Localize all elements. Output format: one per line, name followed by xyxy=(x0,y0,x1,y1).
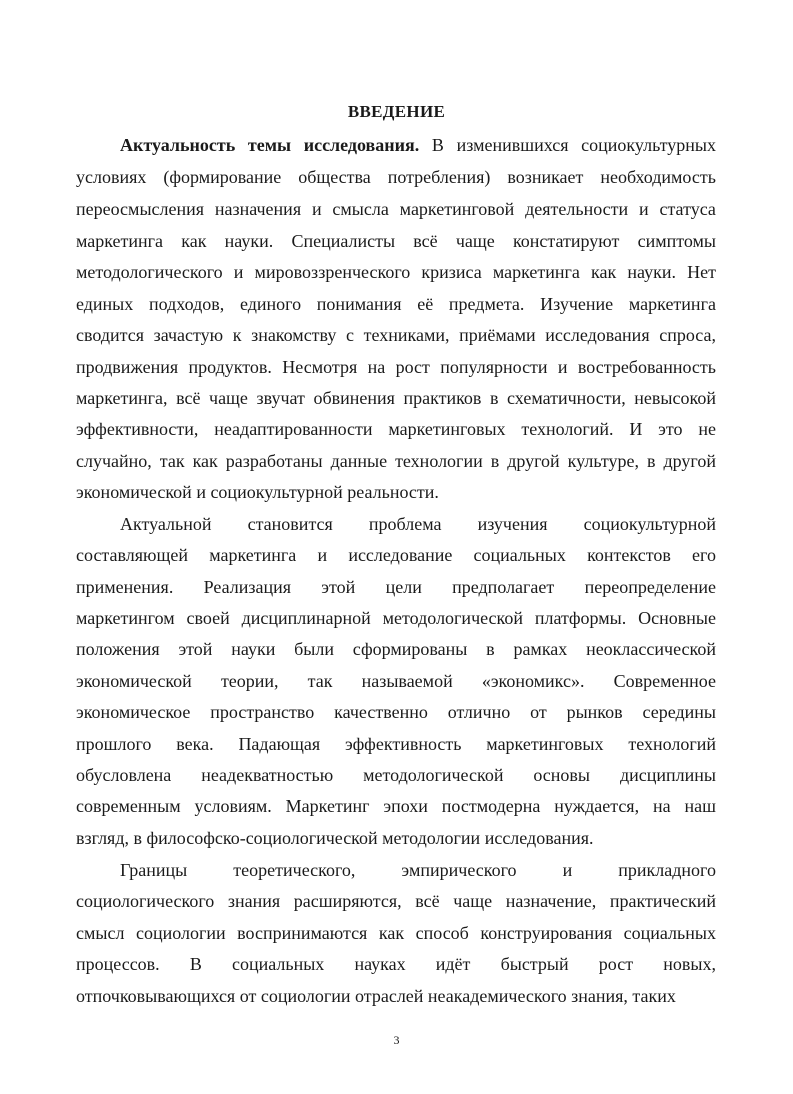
word: неадекватностью xyxy=(201,765,334,785)
text-line xyxy=(76,226,716,257)
word: обусловлена xyxy=(76,765,172,785)
word: неоклассической xyxy=(586,639,716,659)
word: Специалисты xyxy=(291,231,396,251)
text-line xyxy=(76,603,716,634)
word: продвижения xyxy=(76,357,179,377)
word: симптомы xyxy=(637,231,716,251)
word: процессов. xyxy=(76,954,160,974)
word: возникает xyxy=(507,167,584,187)
word: Основные xyxy=(638,608,716,628)
word: составляющей xyxy=(76,545,188,565)
word: культуре, xyxy=(567,451,639,471)
text-line xyxy=(76,791,716,822)
word: социологического xyxy=(76,891,215,911)
word: становится xyxy=(247,514,333,534)
word: Актуальной xyxy=(120,514,212,534)
word: социокультурной xyxy=(583,514,716,534)
word: от xyxy=(530,702,547,722)
word: к xyxy=(232,325,242,345)
word: и xyxy=(557,357,568,377)
word: констатируют xyxy=(512,231,620,251)
text-line xyxy=(76,320,716,351)
word: качественно xyxy=(334,702,428,722)
word: на xyxy=(367,357,386,377)
word: предполагает xyxy=(452,577,555,597)
text-line xyxy=(76,697,716,728)
word: подходов, xyxy=(149,294,225,314)
text-line xyxy=(76,194,716,225)
word: так xyxy=(159,451,185,471)
word: маркетинговых xyxy=(388,419,506,439)
word: рост xyxy=(395,357,430,377)
word: называемой xyxy=(361,671,453,691)
word: переопределение xyxy=(584,577,716,597)
word: в xyxy=(489,388,499,408)
word: положения xyxy=(76,639,160,659)
word: приёмами xyxy=(459,325,536,345)
word: рамках xyxy=(513,639,568,659)
word: отлично xyxy=(447,702,511,722)
word: науки xyxy=(231,639,276,659)
word: потребления) xyxy=(387,167,491,187)
word: другой xyxy=(663,451,716,471)
word: маркетингом xyxy=(76,608,175,628)
word: общества xyxy=(298,167,371,187)
word: постмодерна xyxy=(441,796,541,816)
word: экономическое xyxy=(76,702,191,722)
word: схематичности, xyxy=(507,388,626,408)
word: спроса, xyxy=(659,325,716,345)
word: маркетинга, xyxy=(76,388,168,408)
word: Современное xyxy=(613,671,716,691)
word: эпохи xyxy=(383,796,428,816)
word: науки. xyxy=(224,231,274,251)
word: практический xyxy=(609,891,716,911)
word: в xyxy=(486,639,495,659)
word: всё xyxy=(176,388,201,408)
text-line xyxy=(76,162,716,193)
word: середины xyxy=(642,702,716,722)
word: изучения xyxy=(477,514,548,534)
word: случайно, xyxy=(76,451,152,471)
word: маркетинговых xyxy=(486,734,604,754)
word: на xyxy=(652,796,671,816)
text-line xyxy=(76,352,716,383)
word: популярности xyxy=(440,357,548,377)
word: контекстов xyxy=(587,545,671,565)
word: пространство xyxy=(210,702,315,722)
word: способ xyxy=(415,923,469,943)
word: в xyxy=(646,451,656,471)
word: идёт xyxy=(435,954,471,974)
word: Актуальность xyxy=(120,135,236,155)
word: Границы xyxy=(120,860,188,880)
word: социальных xyxy=(623,923,716,943)
word: предмета. xyxy=(448,294,525,314)
word: И xyxy=(629,419,643,439)
word: маркетинга xyxy=(76,231,164,251)
word: экономической xyxy=(76,671,192,691)
word: исследования. xyxy=(303,135,420,155)
word: условиях xyxy=(76,167,147,187)
word: технологий. xyxy=(521,419,614,439)
word: рост xyxy=(598,954,634,974)
word: социологии xyxy=(135,923,226,943)
word: эффективности, xyxy=(76,419,199,439)
word: невысокой xyxy=(634,388,716,408)
word: маркетинговой xyxy=(399,199,515,219)
word: новых, xyxy=(663,954,716,974)
word: маркетинга xyxy=(628,294,716,314)
word: «экономикс». xyxy=(481,671,585,691)
word: теории, xyxy=(220,671,279,691)
word: сводится xyxy=(76,325,144,345)
word: назначения xyxy=(214,199,302,219)
word: знакомству xyxy=(251,325,337,345)
word: конструирования xyxy=(480,923,613,943)
word: темы xyxy=(247,135,292,155)
word: были xyxy=(294,639,334,659)
word: чаще xyxy=(453,891,493,911)
word: дисциплины xyxy=(619,765,716,785)
word: всё xyxy=(415,891,440,911)
word: смысла xyxy=(332,199,389,219)
word: единых xyxy=(76,294,134,314)
word: современным xyxy=(76,796,181,816)
text-line xyxy=(120,509,716,540)
word: В xyxy=(431,135,444,155)
word: и xyxy=(639,199,649,219)
word: практиков xyxy=(403,388,482,408)
word: социальных xyxy=(473,545,566,565)
word: как xyxy=(192,451,218,471)
word: техниками, xyxy=(363,325,450,345)
word: проблема xyxy=(368,514,442,534)
section-heading: ВВЕДЕНИЕ xyxy=(347,102,446,121)
text-line: отпочковывающихся от социологии отраслей неакадемического знания, таких xyxy=(76,986,676,1006)
text-line xyxy=(76,289,716,320)
word: платформы. xyxy=(534,608,627,628)
word: условиям. xyxy=(194,796,272,816)
word: и xyxy=(233,262,244,282)
text-line xyxy=(76,257,716,288)
word: сформированы xyxy=(352,639,468,659)
word: Изучение xyxy=(540,294,614,314)
word: данные xyxy=(330,451,388,471)
word: чаще xyxy=(455,231,495,251)
word: деятельности xyxy=(525,199,629,219)
word: (формирование xyxy=(163,167,282,187)
word: исследования xyxy=(545,325,650,345)
word: понимания xyxy=(316,294,402,314)
word: исследование xyxy=(348,545,453,565)
word: наш xyxy=(684,796,716,816)
word: Падающая xyxy=(238,734,321,754)
word: переосмысления xyxy=(76,199,205,219)
word: не xyxy=(698,419,716,439)
text-line xyxy=(76,918,716,949)
word: мировоззренческого xyxy=(254,262,411,282)
word: эффективность xyxy=(344,734,462,754)
word: статуса xyxy=(659,199,716,219)
word: основы xyxy=(533,765,591,785)
text-line xyxy=(76,383,716,414)
word: обвинения xyxy=(313,388,395,408)
word: так xyxy=(307,671,333,691)
word: методологической xyxy=(363,765,504,785)
word: этой xyxy=(178,639,213,659)
word: века. xyxy=(176,734,214,754)
word: неадаптированности xyxy=(214,419,373,439)
word: зачастую xyxy=(153,325,224,345)
text-line xyxy=(76,729,716,760)
word: прикладного xyxy=(618,860,716,880)
word: востребованность xyxy=(577,357,716,377)
text-line xyxy=(120,130,716,161)
word: своей xyxy=(186,608,230,628)
word: знания xyxy=(227,891,281,911)
word: В xyxy=(189,954,202,974)
word: как xyxy=(181,231,207,251)
text-line xyxy=(76,414,716,445)
word: дисциплинарной xyxy=(241,608,371,628)
word: это xyxy=(658,419,683,439)
word: Несмотря xyxy=(282,357,358,377)
word: изменившихся xyxy=(456,135,569,155)
word: методологического xyxy=(76,262,223,282)
word: и xyxy=(311,199,322,219)
word: рынков xyxy=(566,702,623,722)
page-number: 3 xyxy=(393,1033,400,1047)
word: чаще xyxy=(209,388,248,408)
word: Нет xyxy=(687,262,716,282)
word: маркетинга xyxy=(492,262,580,282)
word: науках xyxy=(354,954,406,974)
word: науки. xyxy=(627,262,676,282)
word: её xyxy=(417,294,434,314)
text-line xyxy=(76,572,716,603)
word: всё xyxy=(413,231,438,251)
text-line xyxy=(76,886,716,917)
word: воспринимаются xyxy=(237,923,368,943)
text-line xyxy=(76,760,716,791)
word: расширяются, xyxy=(293,891,402,911)
word: как xyxy=(378,923,405,943)
word: его xyxy=(692,545,716,565)
text-line xyxy=(76,446,716,477)
text-line xyxy=(76,540,716,571)
text-line: экономической и социокультурной реальности. xyxy=(76,482,439,502)
word: назначение, xyxy=(505,891,597,911)
word: социокультурных xyxy=(581,135,716,155)
word: в xyxy=(490,451,500,471)
word: Маркетинг xyxy=(285,796,370,816)
word: необходимость xyxy=(600,167,716,187)
word: разработаны xyxy=(225,451,323,471)
word: Реализация xyxy=(203,577,291,597)
word: методологической xyxy=(382,608,524,628)
word: быстрый xyxy=(500,954,569,974)
text-line xyxy=(76,666,716,697)
word: продуктов. xyxy=(188,357,272,377)
word: этой xyxy=(321,577,356,597)
word: кризиса xyxy=(421,262,482,282)
word: нуждается, xyxy=(554,796,640,816)
word: технологий xyxy=(628,734,716,754)
word: как xyxy=(591,262,617,282)
word: цели xyxy=(385,577,422,597)
word: звучат xyxy=(256,388,305,408)
word: технологии xyxy=(395,451,483,471)
word: с xyxy=(346,325,355,345)
text-line xyxy=(120,855,716,886)
word: смысл xyxy=(76,923,125,943)
word: применения. xyxy=(76,577,174,597)
word: прошлого xyxy=(76,734,152,754)
word: социальных xyxy=(231,954,325,974)
text-line xyxy=(76,634,716,665)
word: единого xyxy=(239,294,302,314)
word: и xyxy=(562,860,573,880)
word: эмпирического xyxy=(401,860,517,880)
word: теоретического, xyxy=(233,860,356,880)
text-line xyxy=(76,949,716,980)
word: другой xyxy=(507,451,560,471)
word: и xyxy=(317,545,328,565)
text-line: взгляд, в философско-социологической методологии исследования. xyxy=(76,828,594,848)
word: маркетинга xyxy=(209,545,297,565)
